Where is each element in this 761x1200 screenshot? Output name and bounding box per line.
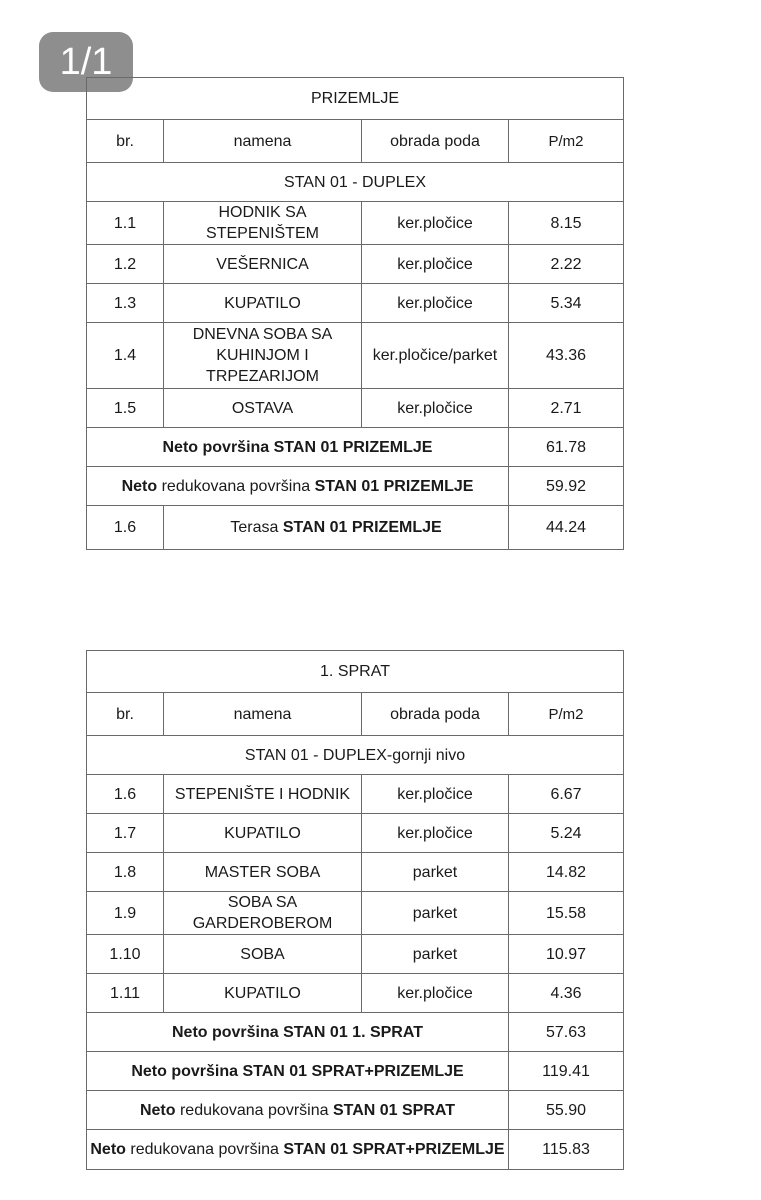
terrace-area: 44.24 <box>509 506 624 550</box>
table-title: PRIZEMLJE <box>87 78 624 120</box>
row-room: STEPENIŠTE I HODNIK <box>164 775 362 814</box>
row-number: 1.1 <box>87 202 164 245</box>
col-header-namena: namena <box>164 120 362 163</box>
prizemlje-table <box>86 77 624 550</box>
section-title: STAN 01 - DUPLEX-gornji nivo <box>87 736 624 775</box>
row-area: 8.15 <box>509 202 624 245</box>
table-row <box>87 853 624 892</box>
row-floor: ker.pločice <box>362 814 509 853</box>
sum-row <box>87 428 624 467</box>
row-area: 10.97 <box>509 935 624 974</box>
row-room: KUPATILO <box>164 284 362 323</box>
col-header-br: br. <box>87 120 164 163</box>
row-number: 1.11 <box>87 974 164 1013</box>
row-area: 5.34 <box>509 284 624 323</box>
row-floor: ker.pločice <box>362 775 509 814</box>
row-number: 1.3 <box>87 284 164 323</box>
table-title: 1. SPRAT <box>87 651 624 693</box>
sum-label: Neto površina STAN 01 SPRAT+PRIZEMLJE <box>87 1052 509 1091</box>
header-row <box>87 120 624 163</box>
row-floor: ker.pločice <box>362 245 509 284</box>
table-row <box>87 323 624 389</box>
row-room: DNEVNA SOBA SA KUHINJOM I TRPEZARIJOM <box>164 323 362 389</box>
row-number: 1.7 <box>87 814 164 853</box>
row-floor: parket <box>362 892 509 935</box>
row-area: 2.71 <box>509 389 624 428</box>
col-header-namena: namena <box>164 693 362 736</box>
col-header-obrada: obrada poda <box>362 120 509 163</box>
row-room: MASTER SOBA <box>164 853 362 892</box>
sum-value: 115.83 <box>509 1130 624 1170</box>
row-room: HODNIK SA STEPENIŠTEM <box>164 202 362 245</box>
row-number: 1.8 <box>87 853 164 892</box>
sum-value: 61.78 <box>509 428 624 467</box>
sum-row <box>87 1130 624 1170</box>
row-area: 14.82 <box>509 853 624 892</box>
header-row <box>87 693 624 736</box>
sum-row <box>87 467 624 506</box>
table-row <box>87 245 624 284</box>
table-row <box>87 892 624 935</box>
col-header-area: P/m2 <box>509 693 624 736</box>
row-room: VEŠERNICA <box>164 245 362 284</box>
row-floor: ker.pločice/parket <box>362 323 509 389</box>
row-number: 1.9 <box>87 892 164 935</box>
table-row <box>87 284 624 323</box>
row-floor: ker.pločice <box>362 284 509 323</box>
row-number: 1.6 <box>87 506 164 550</box>
col-header-obrada: obrada poda <box>362 693 509 736</box>
terrace-label: Terasa STAN 01 PRIZEMLJE <box>164 506 509 550</box>
row-room: OSTAVA <box>164 389 362 428</box>
sum-value: 57.63 <box>509 1013 624 1052</box>
sprat-table <box>86 650 624 1170</box>
terrace-row <box>87 506 624 550</box>
row-floor: ker.pločice <box>362 974 509 1013</box>
row-room: KUPATILO <box>164 974 362 1013</box>
row-area: 6.67 <box>509 775 624 814</box>
row-number: 1.5 <box>87 389 164 428</box>
row-number: 1.10 <box>87 935 164 974</box>
sum-label: Neto redukovana površina STAN 01 SPRAT <box>87 1091 509 1130</box>
row-area: 43.36 <box>509 323 624 389</box>
sum-label: Neto površina STAN 01 1. SPRAT <box>87 1013 509 1052</box>
row-floor: ker.pločice <box>362 202 509 245</box>
col-header-br: br. <box>87 693 164 736</box>
row-number: 1.2 <box>87 245 164 284</box>
sum-value: 119.41 <box>509 1052 624 1091</box>
row-number: 1.4 <box>87 323 164 389</box>
sum-value: 55.90 <box>509 1091 624 1130</box>
section-title: STAN 01 - DUPLEX <box>87 163 624 202</box>
sum-row <box>87 1052 624 1091</box>
table-row <box>87 814 624 853</box>
row-room: SOBA <box>164 935 362 974</box>
row-floor: parket <box>362 935 509 974</box>
table-row <box>87 775 624 814</box>
row-area: 4.36 <box>509 974 624 1013</box>
row-area: 15.58 <box>509 892 624 935</box>
row-floor: parket <box>362 853 509 892</box>
row-area: 2.22 <box>509 245 624 284</box>
sum-label: Neto redukovana površina STAN 01 SPRAT+PRIZEMLJE <box>87 1130 509 1170</box>
sum-row <box>87 1013 624 1052</box>
row-room: KUPATILO <box>164 814 362 853</box>
sum-value: 59.92 <box>509 467 624 506</box>
table-row <box>87 935 624 974</box>
sum-row <box>87 1091 624 1130</box>
table-row <box>87 202 624 245</box>
row-number: 1.6 <box>87 775 164 814</box>
table-row <box>87 389 624 428</box>
sum-label: Neto redukovana površina STAN 01 PRIZEMLJE <box>87 467 509 506</box>
page-counter-badge: 1/1 <box>39 32 133 92</box>
row-area: 5.24 <box>509 814 624 853</box>
col-header-area: P/m2 <box>509 120 624 163</box>
table-row <box>87 974 624 1013</box>
row-room: SOBA SA GARDEROBEROM <box>164 892 362 935</box>
row-floor: ker.pločice <box>362 389 509 428</box>
sum-label: Neto površina STAN 01 PRIZEMLJE <box>87 428 509 467</box>
